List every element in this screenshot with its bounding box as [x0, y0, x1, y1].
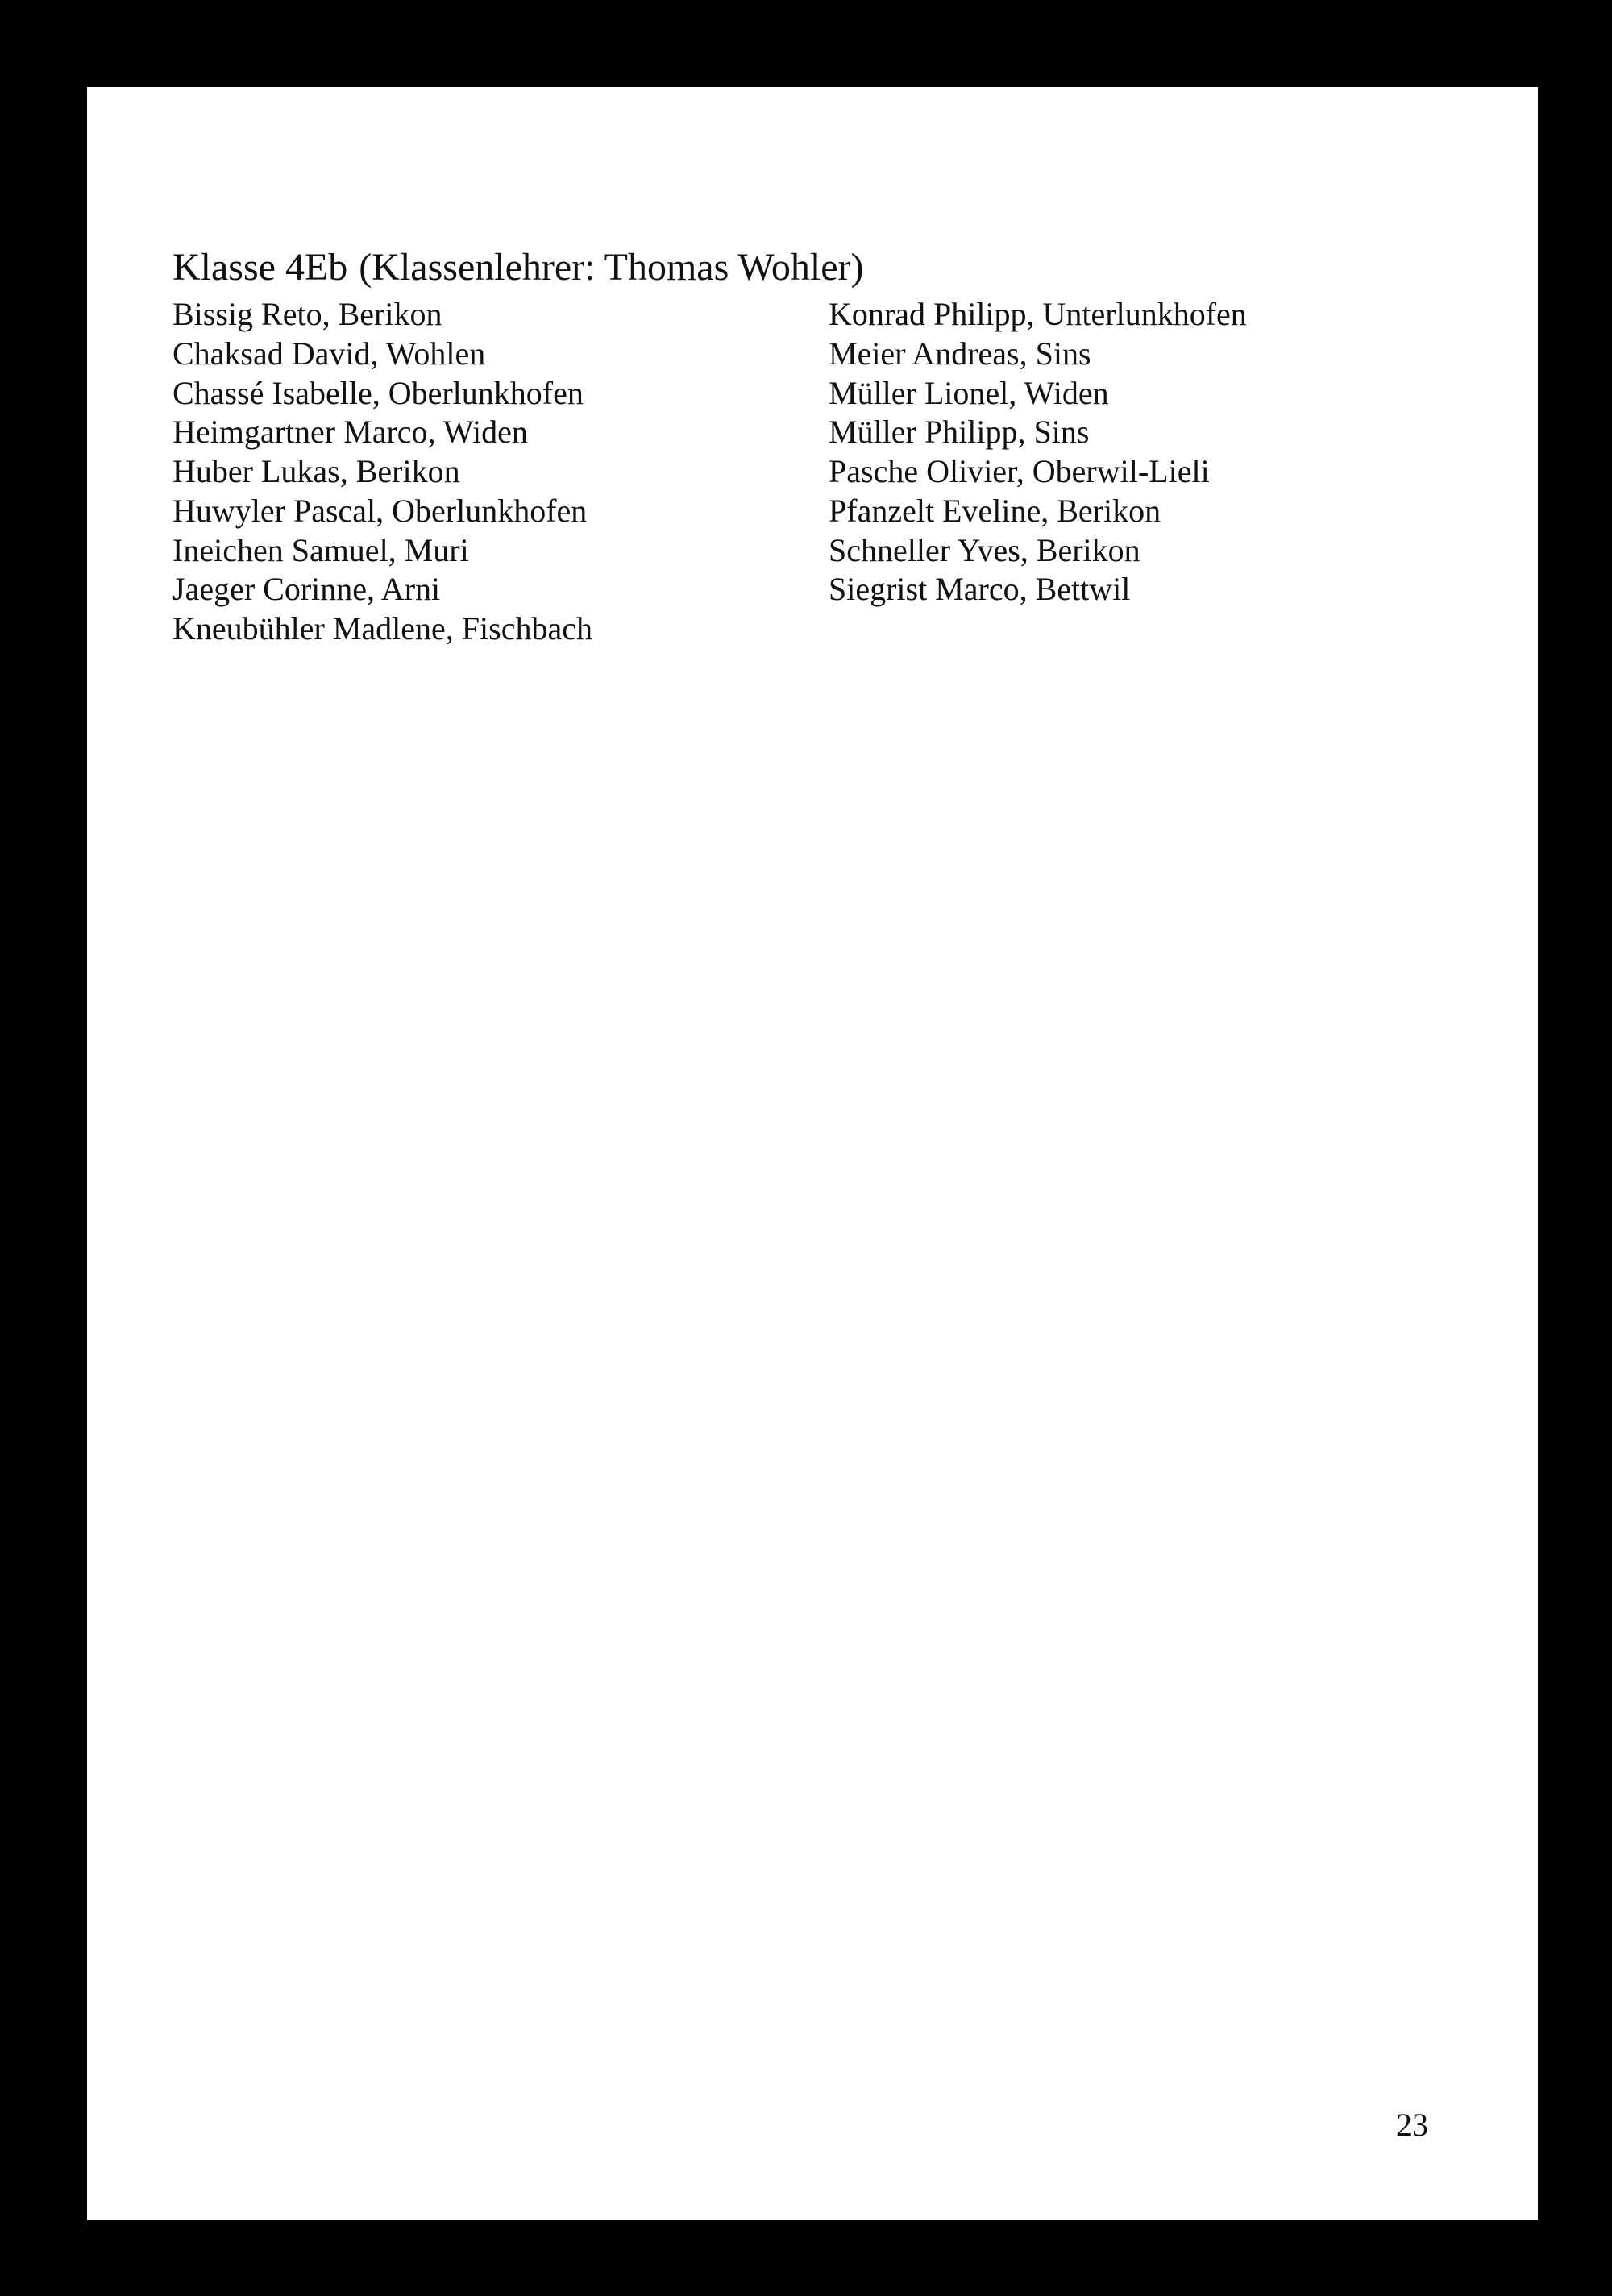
page-number: 23 [1396, 2107, 1428, 2143]
student-entry: Huwyler Pascal, Oberlunkhofen [172, 492, 588, 529]
student-entry: Müller Philipp, Sins [829, 414, 1090, 451]
class-heading [172, 245, 863, 290]
student-entry: Siegrist Marco, Bettwil [829, 571, 1131, 608]
student-entry: Konrad Philipp, Unterlunkhofen [829, 296, 1247, 332]
student-entry: Pasche Olivier, Oberwil-Lieli [829, 453, 1210, 489]
student-entry: Kneubühler Madlene, Fischbach [172, 610, 592, 647]
student-entry: Jaeger Corinne, Arni [172, 571, 441, 608]
class-label: Klasse 4Eb [172, 246, 348, 289]
student-entry: Heimgartner Marco, Widen [172, 414, 528, 451]
student-entry: Chaksad David, Wohlen [172, 335, 486, 372]
student-entry: Müller Lionel, Widen [829, 374, 1109, 411]
student-entry: Schneller Yves, Berikon [829, 531, 1140, 568]
student-entry: Meier Andreas, Sins [829, 335, 1091, 372]
teacher-label: (Klassenlehrer: Thomas Wohler) [359, 246, 864, 289]
student-entry: Huber Lukas, Berikon [172, 453, 460, 489]
student-entry: Chassé Isabelle, Oberlunkhofen [172, 374, 584, 411]
student-list-left [172, 295, 592, 649]
student-entry: Pfanzelt Eveline, Berikon [829, 492, 1161, 529]
student-list-right [829, 295, 1247, 609]
student-entry: Bissig Reto, Berikon [172, 296, 442, 332]
document-page [87, 87, 1538, 2220]
student-entry: Ineichen Samuel, Muri [172, 531, 469, 568]
